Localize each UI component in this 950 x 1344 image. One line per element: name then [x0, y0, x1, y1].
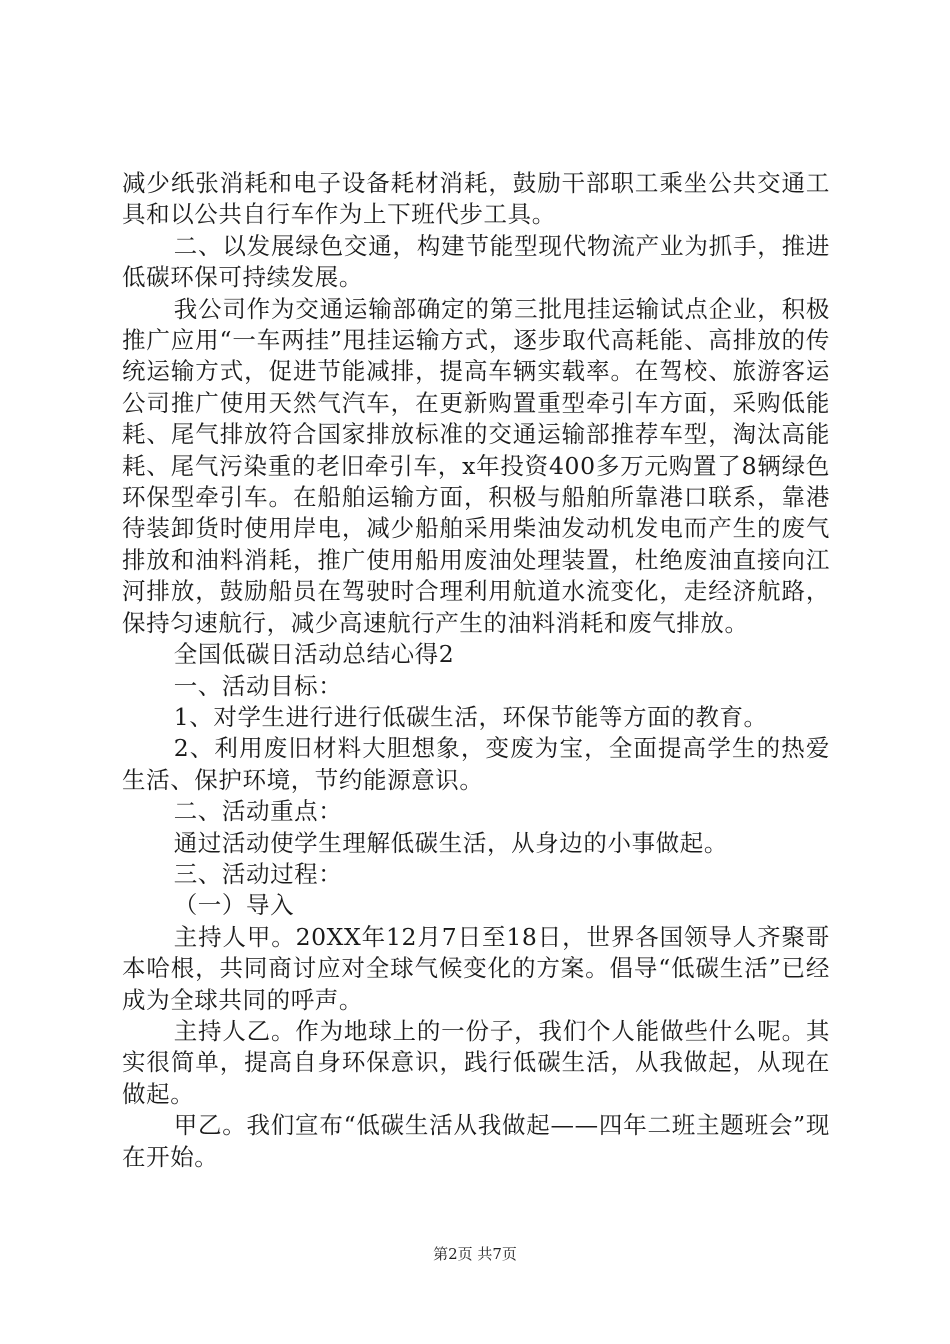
- subsection-heading: （一）导入: [173, 891, 295, 920]
- paragraph: 减少纸张消耗和电子设备耗材消耗，鼓励干部职工乘坐公共交通工具和以公共自行车作为上下班代步工具。: [122, 169, 830, 229]
- section-heading: 一、活动目标：: [173, 671, 343, 700]
- page-footer: 第2页 共7页: [433, 1245, 517, 1263]
- list-item: 1、对学生进行进行低碳生活，环保节能等方面的教育。: [173, 702, 768, 731]
- paragraph: 甲乙。我们宣布“低碳生活从我做起——四年二班主题班会”现在开始。: [122, 1111, 830, 1171]
- document-body: [122, 168, 830, 1173]
- paragraph: 我公司作为交通运输部确定的第三批甩挂运输试点企业，积极推广应用“一车两挂”甩挂运输方式，逐步取代高耗能、高排放的传统运输方式，促进节能减排，提高车辆实载率。在驾校、旅游客运公司推广使用天然气汽车，在更新购置重型牵引车方面，采购低能耗、尾气排放符合国家排放标准的交通运输部推荐车型，淘汰高能耗、尾气污染重的老旧牵引车，x年投资400多万元购置了8辆绿色环保型牵引车。在船舶运输方面，积极与船舶所靠港口联系，靠港待装卸货时使用岸电，减少船舶采用柴油发动机发电而产生的废气排放和油料消耗，推广使用船用废油处理装置，杜绝废油直接向江河排放，鼓励船员在驾驶时合理利用航道水流变化，走经济航路，保持匀速航行，减少高速航行产生的油料消耗和废气排放。: [122, 294, 830, 637]
- section-heading: 二、活动重点：: [173, 797, 343, 826]
- paragraph: 主持人甲。20XX年12月7日至18日，世界各国领导人齐聚哥本哈根，共同商讨应对全球气候变化的方案。倡导“低碳生活”已经成为全球共同的呼声。: [122, 922, 830, 1014]
- paragraph: 主持人乙。作为地球上的一份子，我们个人能做些什么呢。其实很简单，提高自身环保意识，践行低碳生活，从我做起，从现在做起。: [122, 1016, 830, 1108]
- list-item: 2、利用废旧材料大胆想象，变废为宝，全面提高学生的热爱生活、保护环境，节约能源意识。: [122, 734, 830, 794]
- paragraph: 通过活动使学生理解低碳生活，从身边的小事做起。: [173, 828, 728, 857]
- section-heading: 二、以发展绿色交通，构建节能型现代物流产业为抓手，推进低碳环保可持续发展。: [122, 231, 830, 292]
- section-heading: 三、活动过程：: [173, 859, 343, 888]
- article-title: 全国低碳日活动总结心得2: [173, 640, 455, 669]
